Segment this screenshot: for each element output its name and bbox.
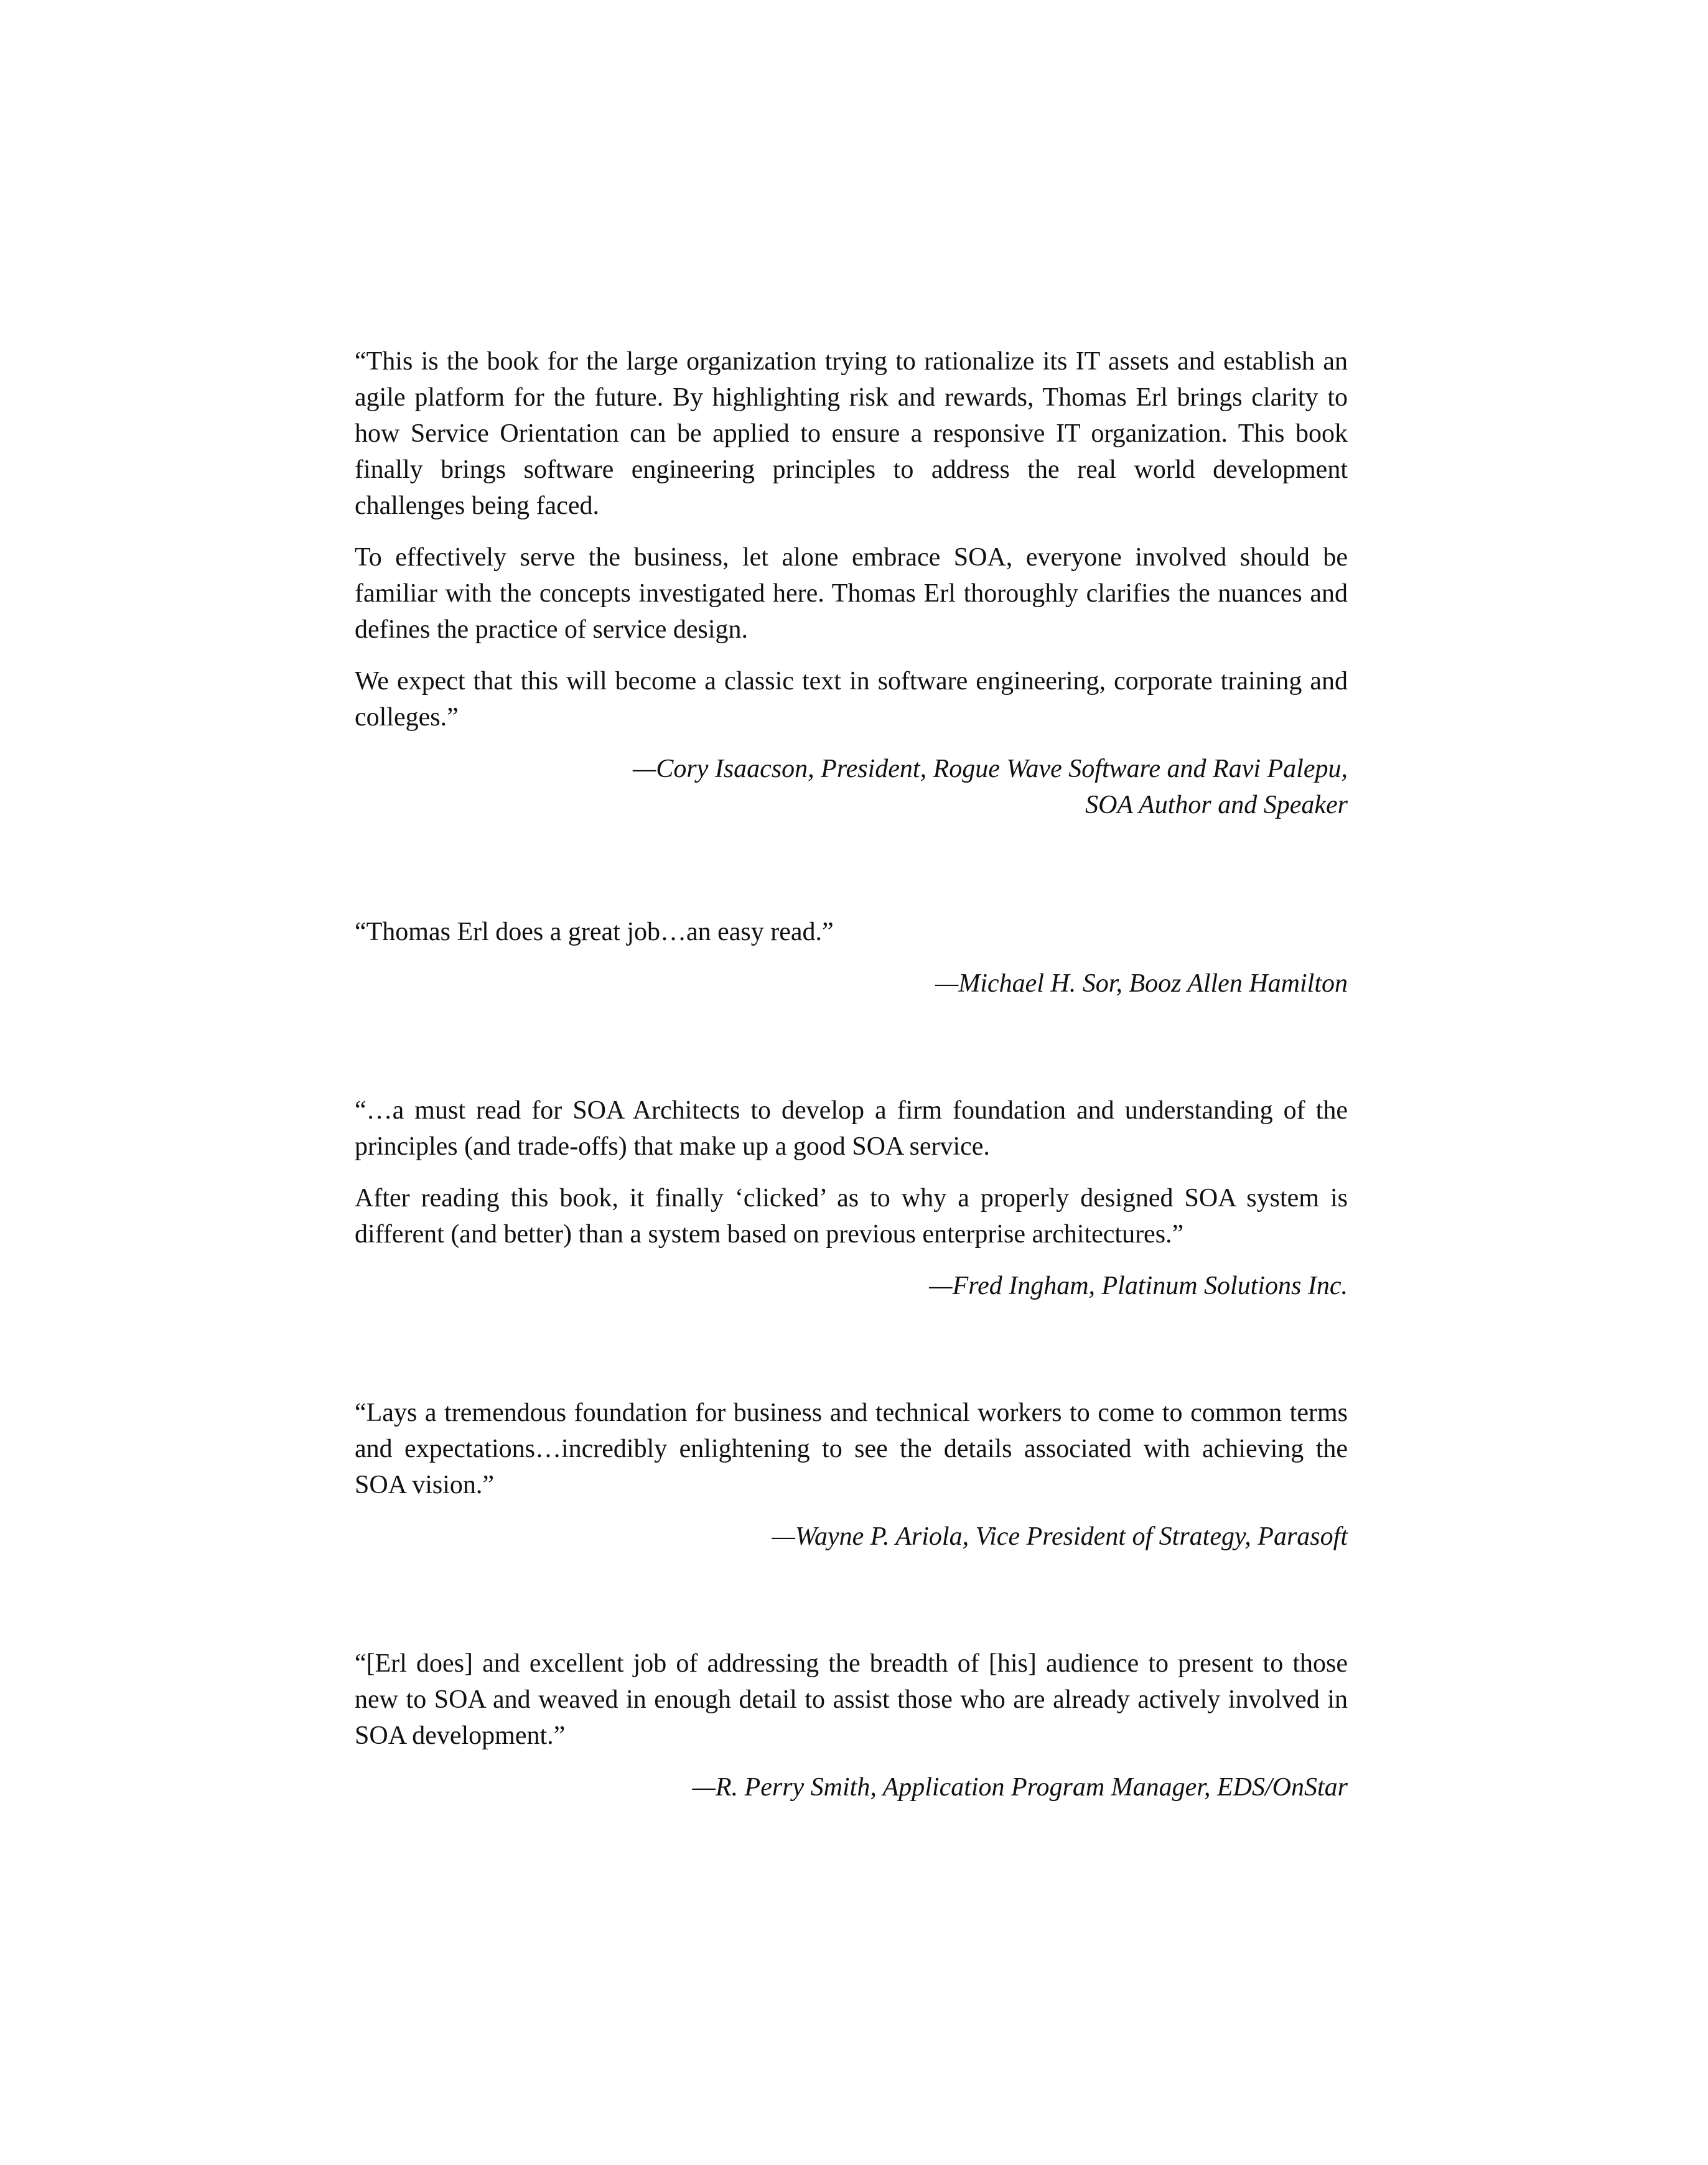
attribution-line: —Fred Ingham, Platinum Solutions Inc. (929, 1272, 1348, 1300)
attribution (355, 1268, 1348, 1304)
attribution-line: —Michael H. Sor, Booz Allen Hamilton (935, 969, 1348, 998)
attribution (355, 1769, 1348, 1805)
quote-paragraph: To effectively serve the business, let alone embrace SOA, everyone involved should be familiar with the concepts investigated here. Thomas Erl thoroughly clarifies the nuances and defines the practice of service design. (355, 543, 1348, 644)
endorsement-isaacson-palepu (355, 343, 1348, 823)
quote-paragraph: “Thomas Erl does a great job…an easy read.” (355, 918, 834, 946)
attribution-line: —Cory Isaacson, President, Rogue Wave Software and Ravi Palepu, (633, 755, 1348, 783)
attribution-line: —R. Perry Smith, Application Program Manager, EDS/OnStar (692, 1773, 1348, 1802)
quote-paragraph: “Lays a tremendous foundation for business and technical workers to come to common terms and expectations…incredibly enlightening to see the details associated with achieving the SOA vision.” (355, 1399, 1348, 1499)
endorsement-ariola (355, 1395, 1348, 1555)
endorsements-page (355, 343, 1348, 1805)
quote-paragraph: We expect that this will become a classic text in software engineering, corporate training and colleges.” (355, 667, 1348, 732)
endorsement-smith (355, 1646, 1348, 1805)
quote-paragraph: “This is the book for the large organization trying to rationalize its IT assets and establish an agile platform for the future. By highlighting risk and rewards, Thomas Erl brings clarity to how Service Orientation can be applied to ensure a responsive IT organization. This book finally brings software engineering principles to address the real world development challenges being faced. (355, 347, 1348, 520)
attribution-line: SOA Author and Speaker (1085, 791, 1348, 819)
endorsement-sor (355, 914, 1348, 1002)
quote-paragraph: After reading this book, it finally ‘clicked’ as to why a properly designed SOA system is different (and better) than a system based on previous enterprise architectures.” (355, 1184, 1348, 1249)
quote-paragraph: “…a must read for SOA Architects to develop a firm foundation and understanding of the principles (and trade-offs) that make up a good SOA service. (355, 1096, 1348, 1161)
attribution (355, 1519, 1348, 1555)
endorsement-ingham (355, 1092, 1348, 1304)
attribution (355, 751, 1348, 823)
attribution-line: —Wayne P. Ariola, Vice President of Strategy, Parasoft (772, 1522, 1348, 1551)
quote-paragraph: “[Erl does] and excellent job of addressing the breadth of [his] audience to present to those new to SOA and weaved in enough detail to assist those who are already actively involved in SOA development.” (355, 1649, 1348, 1750)
attribution (355, 966, 1348, 1002)
